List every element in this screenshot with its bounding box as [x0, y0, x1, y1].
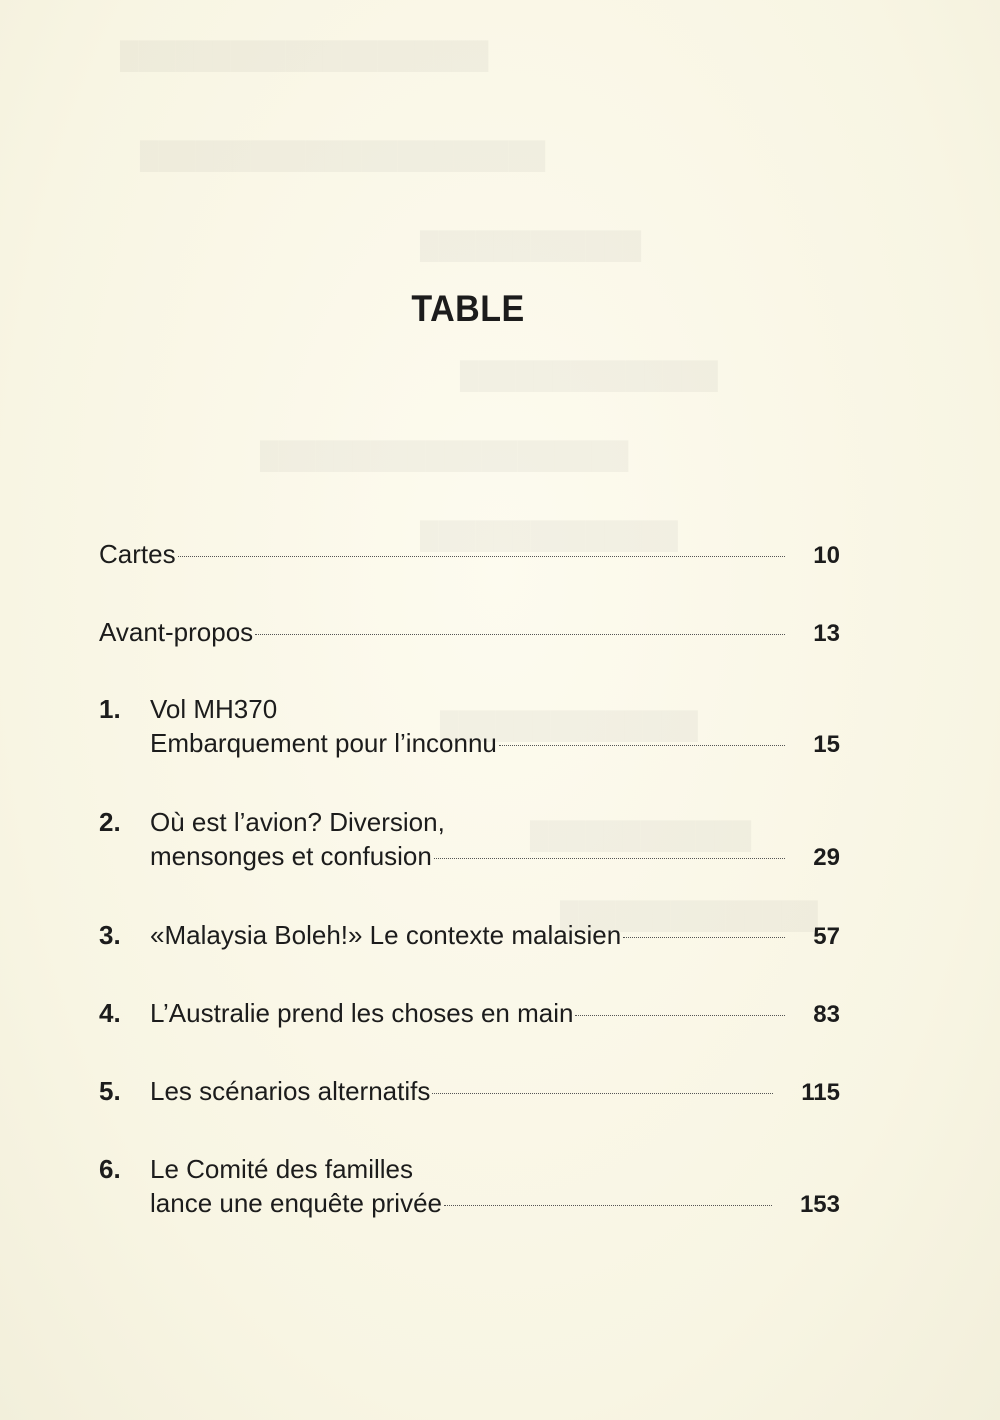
toc-entry-line: [99, 1074, 840, 1108]
dot-leader: [178, 555, 786, 557]
toc-entry-chapter-4[interactable]: [99, 996, 840, 1030]
chapter-number: 3.: [99, 920, 121, 950]
toc-entry-title: Cartes: [99, 539, 176, 569]
chapter-number: 5.: [99, 1076, 121, 1106]
bleed-through-mark: ████████████████████: [260, 440, 629, 470]
toc-entry-title: L’Australie prend les choses en main: [150, 998, 574, 1028]
bleed-through-mark: ████████████: [530, 820, 752, 850]
toc-entry-title: Vol MH370: [150, 694, 278, 724]
dot-leader: [432, 1092, 773, 1094]
dot-leader: [444, 1204, 772, 1206]
toc-entry-line: [99, 996, 840, 1030]
toc-entry-chapter-2[interactable]: [99, 805, 840, 873]
dot-leader: [623, 936, 785, 938]
bleed-through-mark: ████████████: [420, 230, 642, 260]
toc-entry-line: [99, 805, 840, 839]
toc-entry-chapter-5[interactable]: [99, 1074, 840, 1108]
toc-entry-line: [99, 1186, 840, 1220]
toc-entry-chapter-3[interactable]: [99, 918, 840, 952]
dot-leader: [499, 744, 785, 746]
bleed-through-mark: ██████████████: [560, 900, 818, 930]
toc-entry-line: [99, 692, 840, 726]
bleed-through-mark: ██████████████: [460, 360, 718, 390]
toc-entry-title: Le Comité des familles: [150, 1154, 413, 1184]
toc-entry-title: lance une enquête privée: [150, 1188, 443, 1218]
toc-entry-title: «Malaysia Boleh!» Le contexte malaisien: [150, 920, 622, 950]
toc-entry-line: [99, 839, 840, 873]
toc-entry-chapter-1[interactable]: [99, 692, 840, 760]
dot-leader: [434, 857, 785, 859]
toc-entry-title: Où est l’avion? Diversion,: [150, 807, 445, 837]
chapter-number: 2.: [99, 807, 121, 837]
toc-page-number: 57: [813, 923, 840, 950]
toc-entry-line: [99, 726, 840, 760]
toc-page-number: 10: [813, 542, 840, 569]
toc-entry-title: mensonges et confusion: [150, 841, 432, 871]
chapter-number: 4.: [99, 998, 121, 1028]
page-title: TABLE: [411, 288, 525, 329]
toc-page-number: 13: [813, 620, 840, 647]
dot-leader: [575, 1014, 785, 1016]
bleed-through-mark: ████████████████████: [120, 40, 489, 70]
chapter-number: 1.: [99, 694, 121, 724]
toc-entry-cartes[interactable]: [99, 537, 840, 571]
toc-page-number: 15: [813, 731, 840, 758]
dot-leader: [255, 633, 785, 635]
toc-entry-title: Les scénarios alternatifs: [150, 1076, 431, 1106]
toc-entry-avant-propos[interactable]: [99, 615, 840, 649]
toc-entry-title: Embarquement pour l’inconnu: [150, 728, 497, 758]
toc-entry-chapter-6[interactable]: [99, 1152, 840, 1220]
toc-entry-line: [99, 1152, 840, 1186]
toc-entry-title: Avant-propos: [99, 617, 254, 647]
bleed-through-mark: ██████████████: [420, 520, 678, 550]
toc-entry-line: [99, 918, 840, 952]
toc-entry-line: [99, 537, 840, 571]
toc-page-number: 29: [813, 844, 840, 871]
toc-entry-line: [99, 615, 840, 649]
chapter-number: 6.: [99, 1154, 121, 1184]
toc-page-number: 83: [813, 1001, 840, 1028]
toc-page-number: 115: [801, 1079, 840, 1106]
bleed-through-mark: ██████████████████████: [140, 140, 546, 170]
toc-page-number: 153: [799, 1191, 840, 1218]
bleed-through-mark: ██████████████: [440, 710, 698, 740]
